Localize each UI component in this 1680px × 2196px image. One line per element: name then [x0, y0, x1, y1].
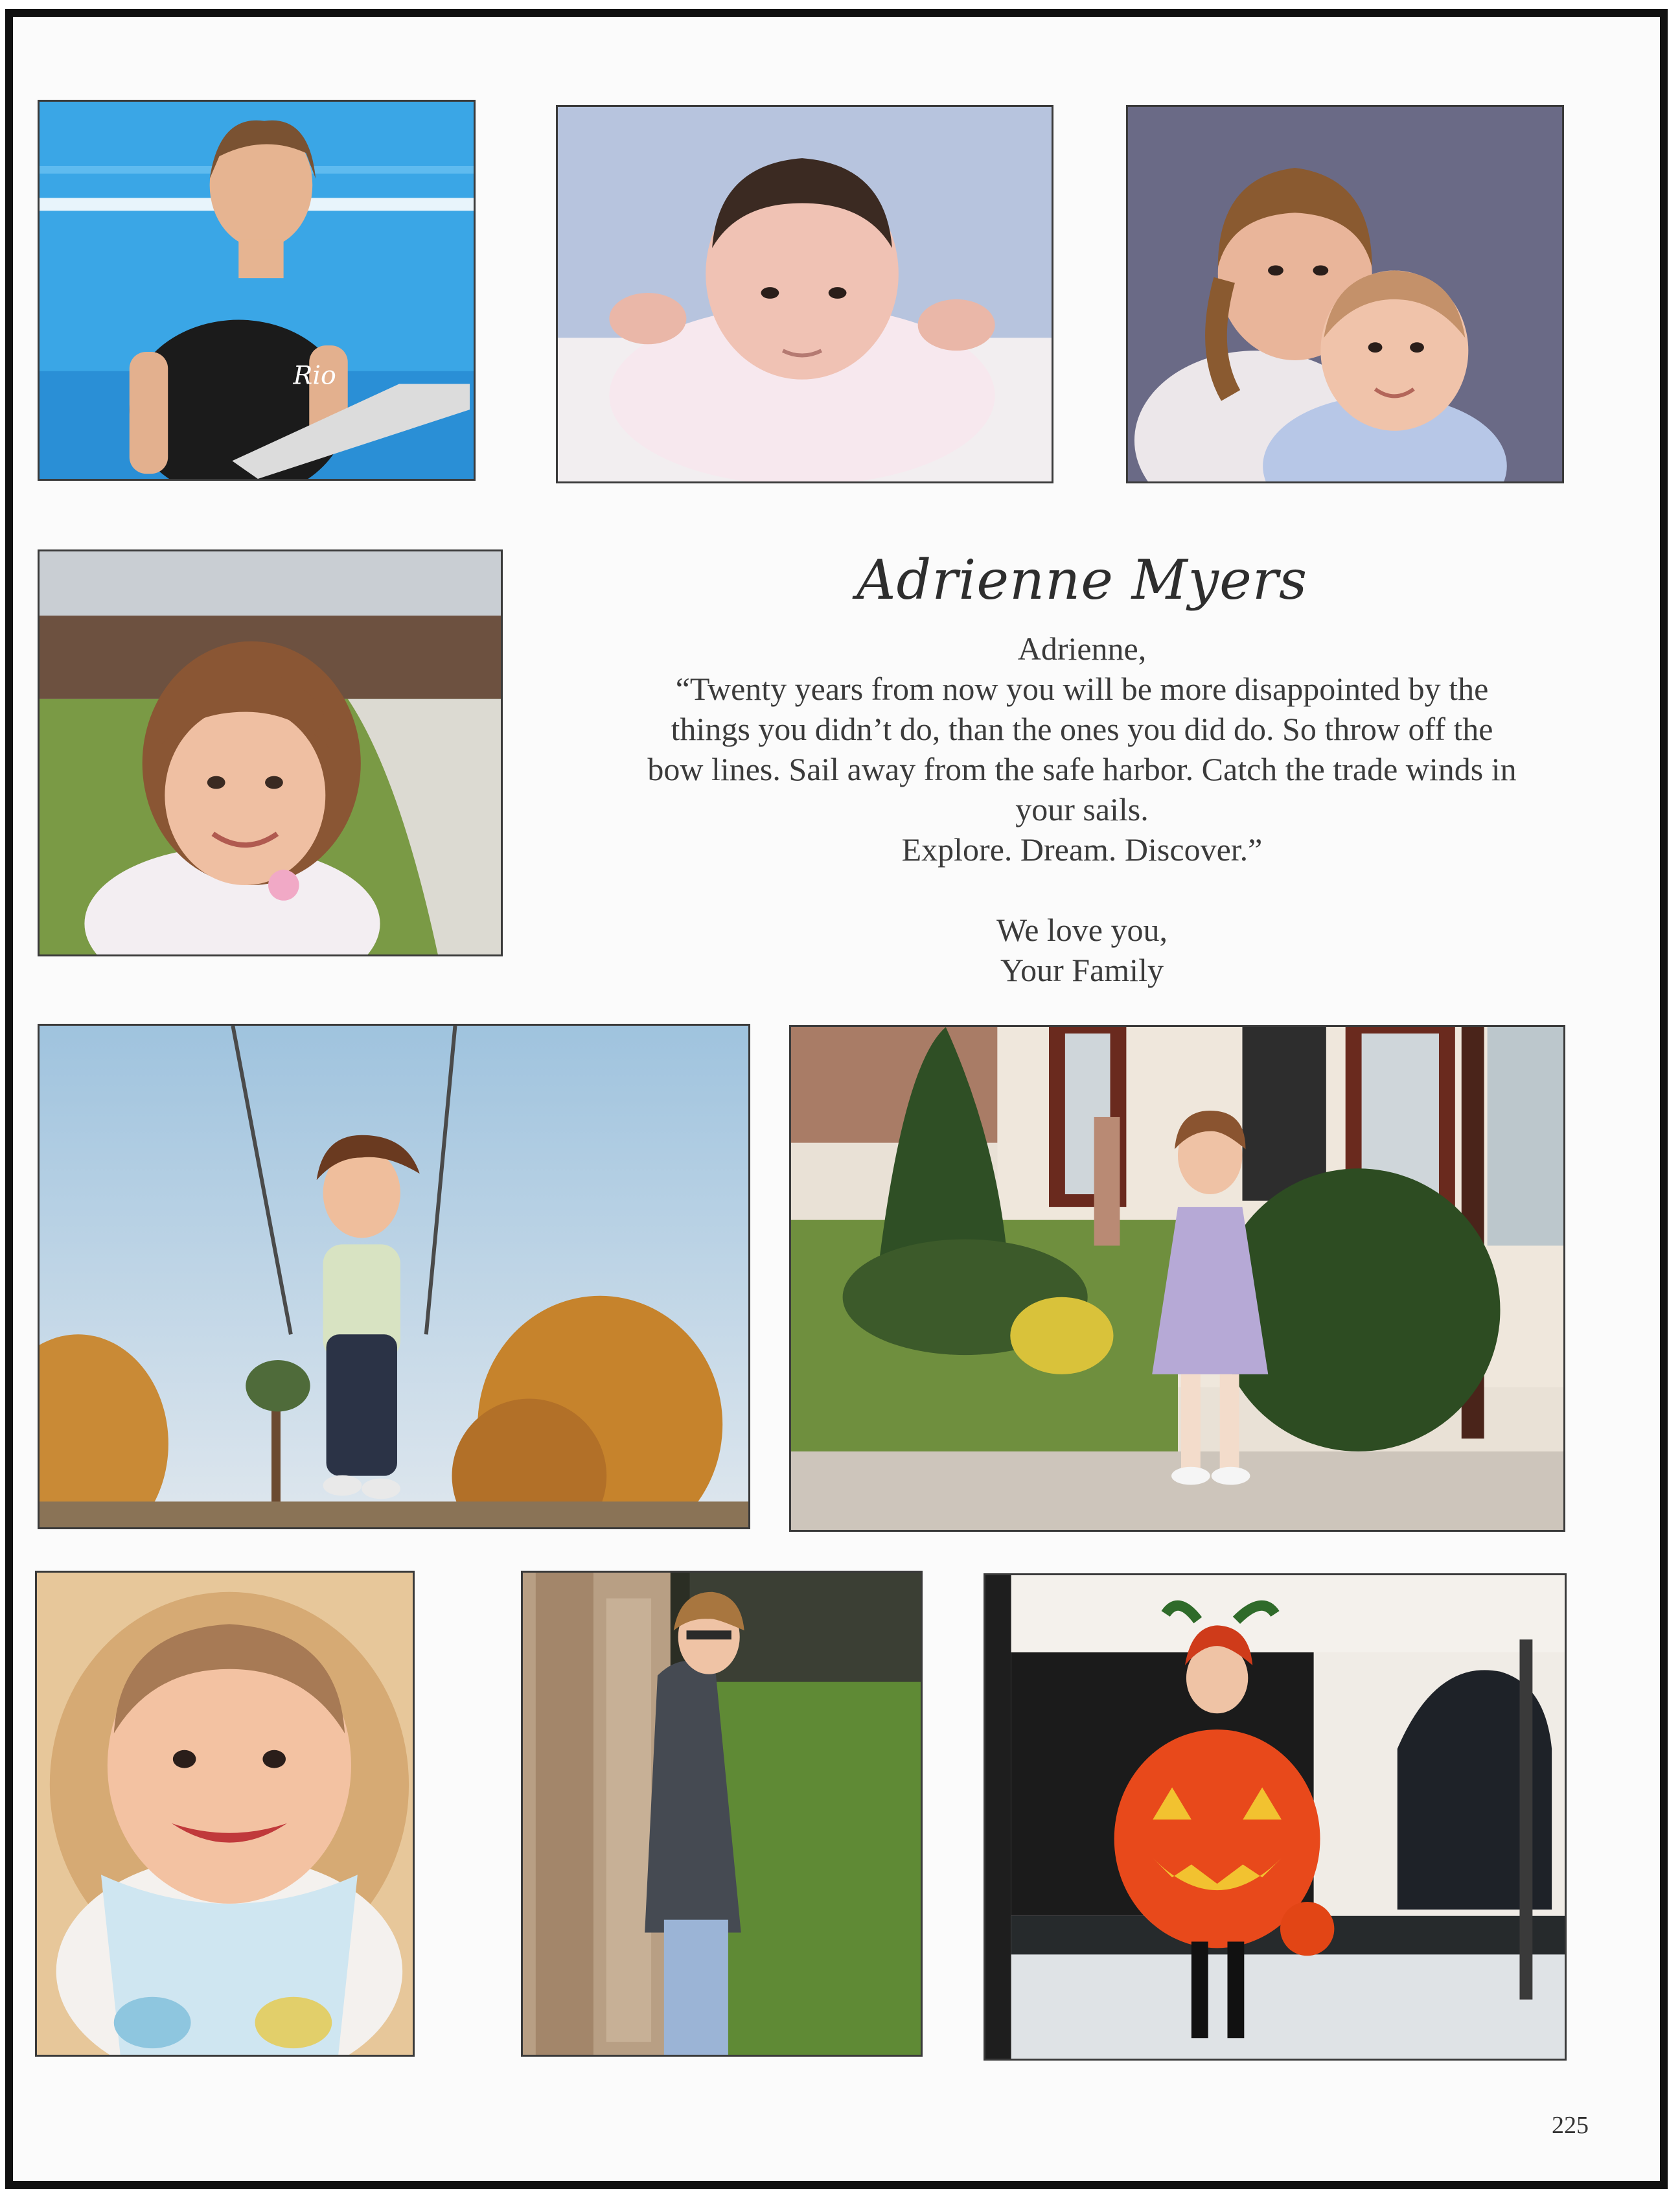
photo-pumpkin-costume [984, 1573, 1567, 2061]
photo-toddler-smiling [38, 549, 503, 956]
tribute-message [583, 548, 1581, 990]
photo-newborn [556, 105, 1053, 483]
quote-line: Explore. Dream. Discover.” [901, 831, 1263, 868]
quote-line: “Twenty years from now you will be more disappointed by the [675, 671, 1489, 707]
quote-line: your sails. [1015, 791, 1149, 827]
closing-line: We love you, [996, 912, 1168, 948]
page-number: 225 [1552, 2112, 1589, 2139]
student-name: Adrienne Myers [856, 548, 1308, 612]
photo-woman-by-pillar [521, 1571, 923, 2057]
photo-toddler-by-house [789, 1025, 1565, 1532]
greeting: Adrienne, [1017, 630, 1147, 667]
quote-line: things you didn’t do, than the ones you did do. So throw off the [671, 711, 1493, 747]
photo-smiling-baby [35, 1571, 415, 2057]
closing-signature: Your Family [1000, 952, 1164, 988]
photo-swimmer-pool [38, 100, 476, 481]
yearbook-page [5, 9, 1668, 2189]
photo-sister-with-baby [1126, 105, 1564, 483]
swimsuit-logo: Rio [293, 360, 336, 391]
quote-line: bow lines. Sail away from the safe harbor. Catch the trade winds in [647, 751, 1517, 787]
photo-girl-on-swing [38, 1024, 750, 1529]
